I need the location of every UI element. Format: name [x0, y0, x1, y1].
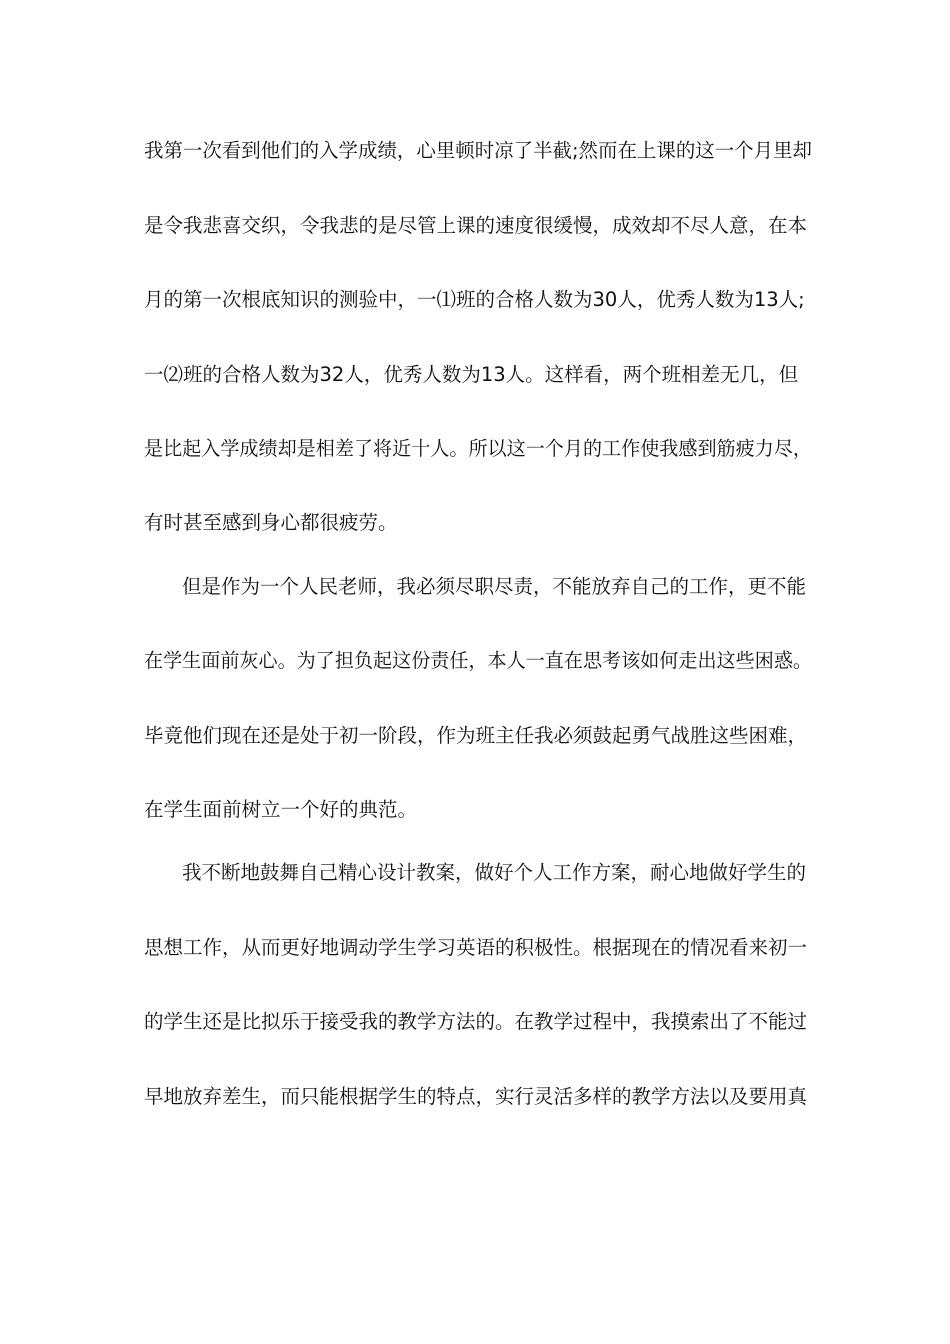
text-line [0, 1077, 950, 1117]
text-line [0, 641, 950, 681]
line-text: 我第一次看到他们的入学成绩，心里顿时凉了半截;然而在上课的这一个月里却 [144, 139, 812, 162]
line-text: 一⑵班的合格人数为32人，优秀人数为13人。这样看，两个班相差无几，但 [144, 363, 799, 386]
line-text: 在学生面前灰心。为了担负起这份责任，本人一直在思考该如何走出这些困惑。 [144, 649, 812, 672]
text-line [0, 503, 950, 543]
line-text: 月的第一次根底知识的测验中，一⑴班的合格人数为30人，优秀人数为13人; [144, 288, 805, 311]
line-text: 的学生还是比拟乐于接受我的教学方法的。在教学过程中，我摸索出了不能过 [144, 1010, 808, 1033]
line-text: 有时甚至感到身心都很疲劳。 [144, 511, 398, 534]
line-text: 我不断地鼓舞自己精心设计教案，做好个人工作方案，耐心地做好学生的 [182, 861, 807, 884]
line-text: 是比起入学成绩却是相差了将近十人。所以这一个月的工作使我感到筋疲力尽， [144, 437, 812, 460]
text-line [0, 928, 950, 968]
text-line [0, 429, 950, 469]
line-text: 是令我悲喜交织，令我悲的是尽管上课的速度很缓慢，成效却不尽人意，在本 [144, 214, 808, 237]
text-line [0, 790, 950, 830]
text-line [0, 355, 950, 395]
text-line [0, 853, 950, 893]
line-text: 但是作为一个人民老师，我必须尽职尽责，不能放弃自己的工作，更不能 [182, 575, 807, 598]
text-line [0, 716, 950, 756]
line-text: 早地放弃差生，而只能根据学生的特点，实行灵活多样的教学方法以及要用真 [144, 1085, 808, 1108]
text-line [0, 131, 950, 171]
text-line [0, 206, 950, 246]
line-text: 思想工作，从而更好地调动学生学习英语的积极性。根据现在的情况看来初一 [144, 936, 808, 959]
line-text: 毕竟他们现在还是处于初一阶段，作为班主任我必须鼓起勇气战胜这些困难， [144, 724, 808, 747]
text-line [0, 567, 950, 607]
text-line [0, 1002, 950, 1042]
line-text: 在学生面前树立一个好的典范。 [144, 798, 418, 821]
text-line [0, 280, 950, 320]
